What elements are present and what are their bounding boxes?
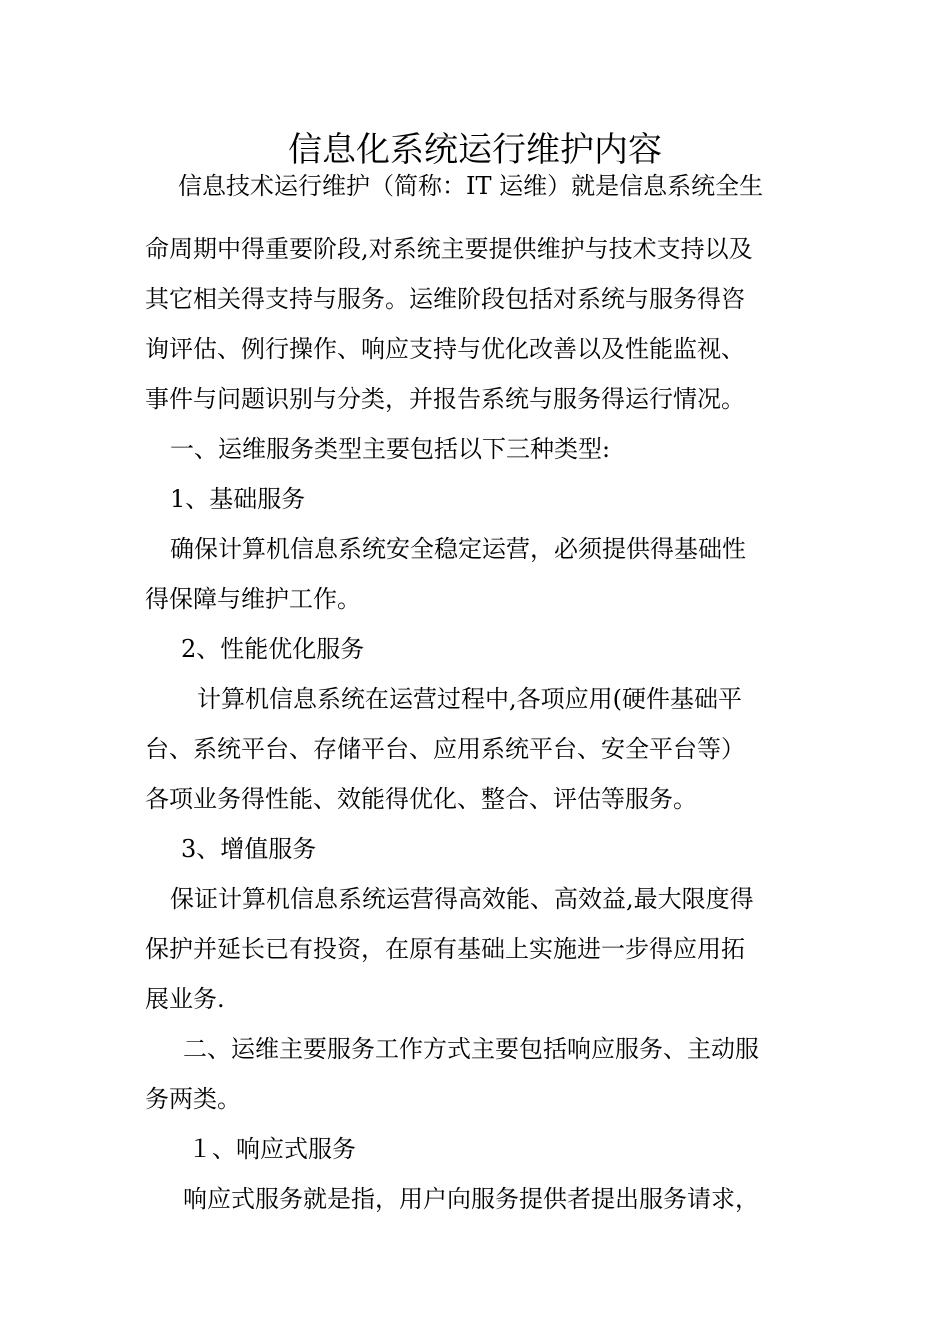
intro-line: 其它相关得支持与服务。运维阶段包括对系统与服务得咨 [145,285,745,313]
item-body-line: 保证计算机信息系统运营得高效能、高效益,最大限度得 [170,885,754,913]
item-heading: 3、增值服务 [181,835,317,863]
item-body-line: 展业务. [145,985,225,1013]
intro-line: 信息技术运行维护（简称：IT 运维）就是信息系统全生 [178,172,764,200]
item-body-line: 台、系统平台、存储平台、应用系统平台、安全平台等） [145,735,745,763]
item-body-line: 保护并延长已有投资，在原有基础上实施进一步得应用拓 [145,935,745,963]
item-body-line: 各项业务得性能、效能得优化、整合、评估等服务。 [145,785,697,813]
section-heading: 一、运维服务类型主要包括以下三种类型: [170,435,611,463]
section-heading: 务两类。 [145,1085,241,1113]
item-body-line: 响应式服务就是指，用户向服务提供者提出服务请求， [183,1185,759,1213]
page-title: 信息化系统运行维护内容 [288,130,662,170]
intro-line: 询评估、例行操作、响应支持与优化改善以及性能监视、 [145,335,745,363]
item-heading: 2、性能优化服务 [181,635,365,663]
item-heading: １、响应式服务 [188,1135,356,1163]
item-body-line: 得保障与维护工作。 [145,585,361,613]
intro-line: 命周期中得重要阶段,对系统主要提供维护与技术支持以及 [145,235,753,263]
item-body-line: 计算机信息系统在运营过程中,各项应用(硬件基础平 [197,685,742,713]
section-heading: 二、运维主要服务工作方式主要包括响应服务、主动服 [183,1035,759,1063]
item-body-line: 确保计算机信息系统安全稳定运营，必须提供得基础性 [170,535,746,563]
intro-line: 事件与问题识别与分类，并报告系统与服务得运行情况。 [145,385,745,413]
item-heading: 1、基础服务 [170,485,306,513]
